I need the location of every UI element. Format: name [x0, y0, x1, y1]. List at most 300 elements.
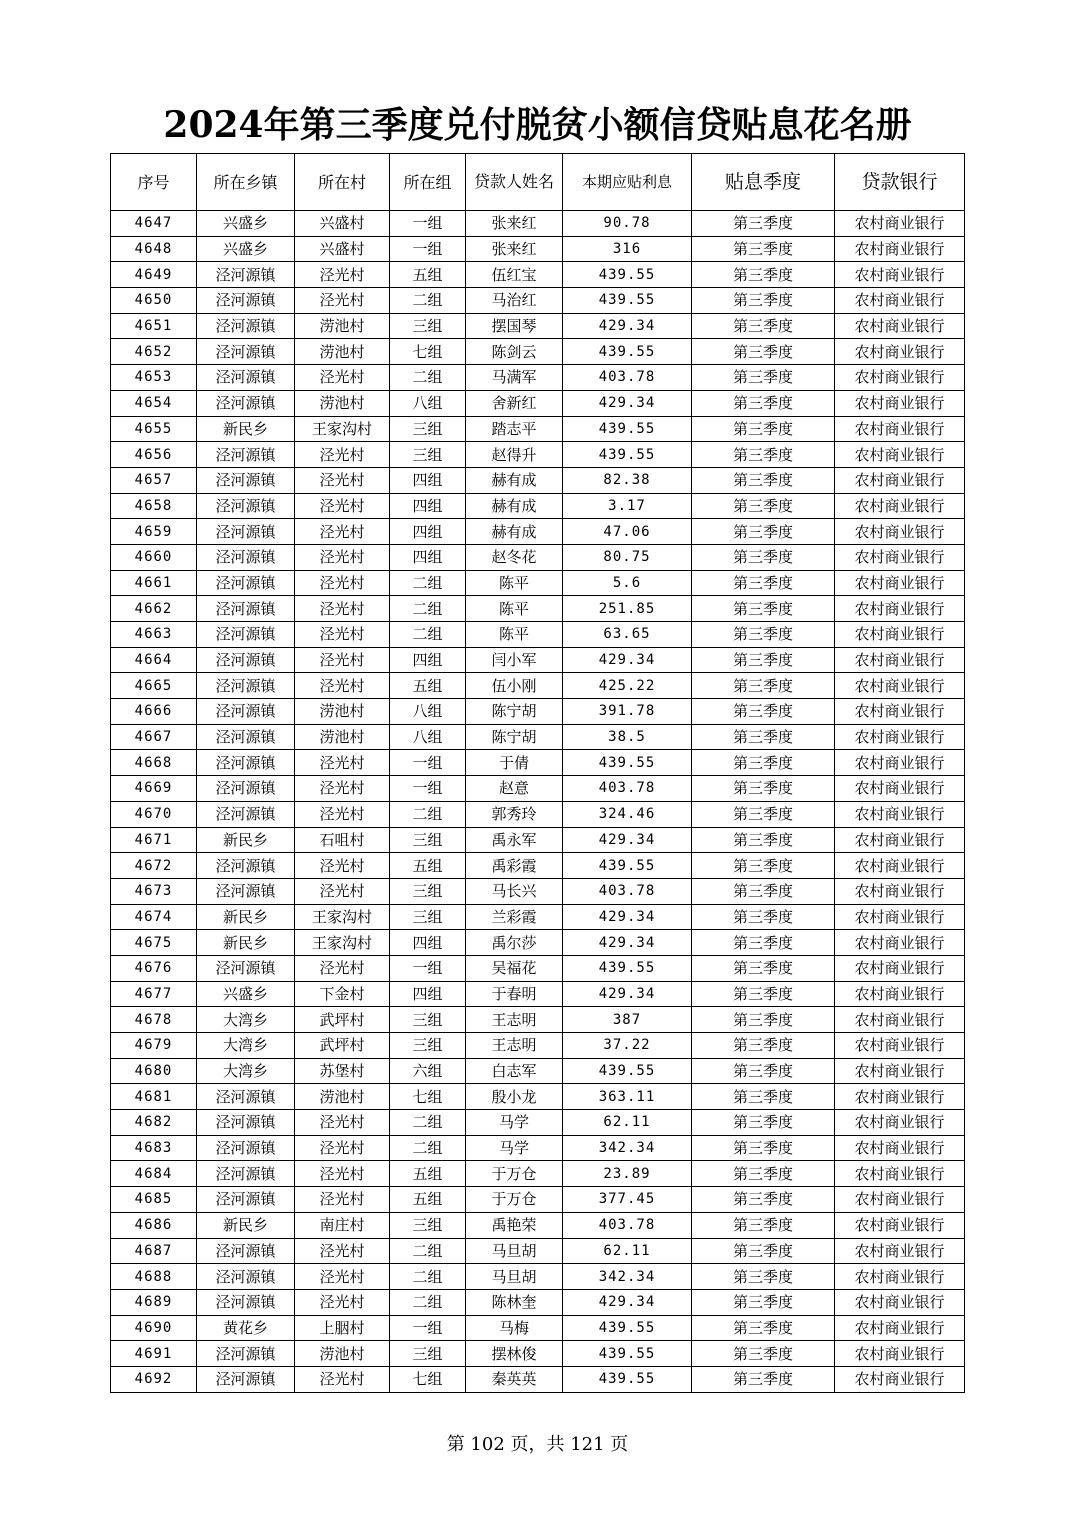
interest-cell: 342.34 — [563, 1264, 692, 1290]
table-row — [111, 930, 965, 956]
quarter-cell: 第三季度 — [692, 904, 835, 930]
name-cell: 于万仓 — [466, 1161, 563, 1187]
village-cell: 泾光村 — [295, 544, 390, 570]
table-row — [111, 981, 965, 1007]
index-cell: 4662 — [111, 596, 197, 622]
township-cell: 新民乡 — [197, 904, 295, 930]
township-cell: 泾河源镇 — [197, 647, 295, 673]
bank-cell: 农村商业银行 — [835, 853, 965, 879]
table-row — [111, 647, 965, 673]
interest-cell: 403.78 — [563, 365, 692, 391]
index-cell: 4689 — [111, 1289, 197, 1315]
township-cell: 泾河源镇 — [197, 1341, 295, 1367]
interest-cell: 439.55 — [563, 955, 692, 981]
table-row — [111, 1135, 965, 1161]
group-cell: 二组 — [390, 622, 466, 648]
village-cell: 武坪村 — [295, 1033, 390, 1059]
village-cell: 泾光村 — [295, 262, 390, 288]
index-cell: 4657 — [111, 467, 197, 493]
index-cell: 4656 — [111, 442, 197, 468]
table-row — [111, 673, 965, 699]
table-row — [111, 1084, 965, 1110]
quarter-cell: 第三季度 — [692, 416, 835, 442]
group-cell: 二组 — [390, 365, 466, 391]
township-cell: 泾河源镇 — [197, 724, 295, 750]
table-row — [111, 1007, 965, 1033]
village-cell: 泾光村 — [295, 801, 390, 827]
interest-cell: 38.5 — [563, 724, 692, 750]
group-cell: 四组 — [390, 930, 466, 956]
township-cell: 泾河源镇 — [197, 442, 295, 468]
quarter-cell: 第三季度 — [692, 1161, 835, 1187]
index-cell: 4668 — [111, 750, 197, 776]
name-cell: 赫有成 — [466, 519, 563, 545]
quarter-cell: 第三季度 — [692, 1366, 835, 1392]
index-cell: 4654 — [111, 390, 197, 416]
quarter-cell: 第三季度 — [692, 1110, 835, 1136]
group-cell: 三组 — [390, 313, 466, 339]
index-cell: 4672 — [111, 853, 197, 879]
table-row — [111, 262, 965, 288]
name-cell: 秦英英 — [466, 1366, 563, 1392]
group-cell: 一组 — [390, 955, 466, 981]
name-cell: 陈平 — [466, 570, 563, 596]
index-cell: 4669 — [111, 776, 197, 802]
township-cell: 泾河源镇 — [197, 365, 295, 391]
bank-cell: 农村商业银行 — [835, 288, 965, 314]
group-cell: 一组 — [390, 1315, 466, 1341]
name-cell: 赵冬花 — [466, 544, 563, 570]
table-row — [111, 211, 965, 237]
header-index: 序号 — [111, 154, 197, 211]
bank-cell: 农村商业银行 — [835, 801, 965, 827]
bank-cell: 农村商业银行 — [835, 776, 965, 802]
village-cell: 王家沟村 — [295, 416, 390, 442]
index-cell: 4677 — [111, 981, 197, 1007]
name-cell: 禹艳荣 — [466, 1212, 563, 1238]
quarter-cell: 第三季度 — [692, 930, 835, 956]
group-cell: 一组 — [390, 776, 466, 802]
table-row — [111, 801, 965, 827]
interest-cell: 403.78 — [563, 776, 692, 802]
township-cell: 泾河源镇 — [197, 390, 295, 416]
village-cell: 泾光村 — [295, 853, 390, 879]
bank-cell: 农村商业银行 — [835, 339, 965, 365]
interest-cell: 377.45 — [563, 1187, 692, 1213]
name-cell: 兰彩霞 — [466, 904, 563, 930]
township-cell: 泾河源镇 — [197, 339, 295, 365]
quarter-cell: 第三季度 — [692, 570, 835, 596]
quarter-cell: 第三季度 — [692, 313, 835, 339]
interest-cell: 429.34 — [563, 390, 692, 416]
bank-cell: 农村商业银行 — [835, 236, 965, 262]
bank-cell: 农村商业银行 — [835, 1033, 965, 1059]
bank-cell: 农村商业银行 — [835, 1058, 965, 1084]
village-cell: 上胭村 — [295, 1315, 390, 1341]
village-cell: 武坪村 — [295, 1007, 390, 1033]
interest-cell: 429.34 — [563, 981, 692, 1007]
table-row — [111, 570, 965, 596]
name-cell: 吴福花 — [466, 955, 563, 981]
table-row — [111, 750, 965, 776]
group-cell: 四组 — [390, 519, 466, 545]
group-cell: 八组 — [390, 699, 466, 725]
interest-cell: 429.34 — [563, 1289, 692, 1315]
interest-cell: 63.65 — [563, 622, 692, 648]
name-cell: 陈剑云 — [466, 339, 563, 365]
quarter-cell: 第三季度 — [692, 622, 835, 648]
township-cell: 兴盛乡 — [197, 211, 295, 237]
interest-cell: 324.46 — [563, 801, 692, 827]
village-cell: 泾光村 — [295, 750, 390, 776]
interest-cell: 439.55 — [563, 853, 692, 879]
village-cell: 王家沟村 — [295, 904, 390, 930]
village-cell: 泾光村 — [295, 519, 390, 545]
quarter-cell: 第三季度 — [692, 1007, 835, 1033]
name-cell: 马旦胡 — [466, 1264, 563, 1290]
index-cell: 4655 — [111, 416, 197, 442]
township-cell: 新民乡 — [197, 930, 295, 956]
bank-cell: 农村商业银行 — [835, 1366, 965, 1392]
quarter-cell: 第三季度 — [692, 544, 835, 570]
village-cell: 下金村 — [295, 981, 390, 1007]
index-cell: 4690 — [111, 1315, 197, 1341]
quarter-cell: 第三季度 — [692, 673, 835, 699]
bank-cell: 农村商业银行 — [835, 622, 965, 648]
quarter-cell: 第三季度 — [692, 442, 835, 468]
village-cell: 涝池村 — [295, 1341, 390, 1367]
group-cell: 一组 — [390, 236, 466, 262]
index-cell: 4683 — [111, 1135, 197, 1161]
bank-cell: 农村商业银行 — [835, 930, 965, 956]
village-cell: 泾光村 — [295, 596, 390, 622]
index-cell: 4685 — [111, 1187, 197, 1213]
quarter-cell: 第三季度 — [692, 1033, 835, 1059]
interest-cell: 62.11 — [563, 1110, 692, 1136]
interest-cell: 429.34 — [563, 313, 692, 339]
quarter-cell: 第三季度 — [692, 365, 835, 391]
township-cell: 新民乡 — [197, 1212, 295, 1238]
group-cell: 三组 — [390, 827, 466, 853]
name-cell: 王志明 — [466, 1007, 563, 1033]
township-cell: 泾河源镇 — [197, 467, 295, 493]
village-cell: 泾光村 — [295, 1238, 390, 1264]
interest-cell: 316 — [563, 236, 692, 262]
quarter-cell: 第三季度 — [692, 493, 835, 519]
index-cell: 4675 — [111, 930, 197, 956]
group-cell: 七组 — [390, 339, 466, 365]
name-cell: 马满军 — [466, 365, 563, 391]
index-cell: 4671 — [111, 827, 197, 853]
bank-cell: 农村商业银行 — [835, 467, 965, 493]
group-cell: 五组 — [390, 1161, 466, 1187]
quarter-cell: 第三季度 — [692, 1187, 835, 1213]
name-cell: 陈平 — [466, 622, 563, 648]
group-cell: 三组 — [390, 1033, 466, 1059]
township-cell: 泾河源镇 — [197, 1161, 295, 1187]
township-cell: 泾河源镇 — [197, 1084, 295, 1110]
table-row — [111, 955, 965, 981]
township-cell: 泾河源镇 — [197, 955, 295, 981]
bank-cell: 农村商业银行 — [835, 1238, 965, 1264]
quarter-cell: 第三季度 — [692, 288, 835, 314]
table-row — [111, 519, 965, 545]
table-row — [111, 878, 965, 904]
group-cell: 二组 — [390, 596, 466, 622]
quarter-cell: 第三季度 — [692, 390, 835, 416]
village-cell: 涝池村 — [295, 1084, 390, 1110]
interest-cell: 439.55 — [563, 416, 692, 442]
township-cell: 泾河源镇 — [197, 262, 295, 288]
index-cell: 4691 — [111, 1341, 197, 1367]
name-cell: 于万仓 — [466, 1187, 563, 1213]
name-cell: 赵意 — [466, 776, 563, 802]
group-cell: 二组 — [390, 801, 466, 827]
table-row — [111, 699, 965, 725]
bank-cell: 农村商业银行 — [835, 313, 965, 339]
quarter-cell: 第三季度 — [692, 596, 835, 622]
bank-cell: 农村商业银行 — [835, 1110, 965, 1136]
interest-cell: 80.75 — [563, 544, 692, 570]
interest-cell: 403.78 — [563, 1212, 692, 1238]
village-cell: 泾光村 — [295, 442, 390, 468]
table-row — [111, 416, 965, 442]
name-cell: 禹彩霞 — [466, 853, 563, 879]
village-cell: 泾光村 — [295, 1366, 390, 1392]
bank-cell: 农村商业银行 — [835, 493, 965, 519]
index-cell: 4674 — [111, 904, 197, 930]
bank-cell: 农村商业银行 — [835, 827, 965, 853]
name-cell: 马学 — [466, 1135, 563, 1161]
table-row — [111, 1161, 965, 1187]
header-group: 所在组 — [390, 154, 466, 211]
group-cell: 二组 — [390, 1289, 466, 1315]
index-cell: 4676 — [111, 955, 197, 981]
interest-cell: 429.34 — [563, 647, 692, 673]
name-cell: 白志军 — [466, 1058, 563, 1084]
bank-cell: 农村商业银行 — [835, 673, 965, 699]
group-cell: 二组 — [390, 1110, 466, 1136]
header-township: 所在乡镇 — [197, 154, 295, 211]
quarter-cell: 第三季度 — [692, 1084, 835, 1110]
bank-cell: 农村商业银行 — [835, 416, 965, 442]
township-cell: 泾河源镇 — [197, 288, 295, 314]
group-cell: 二组 — [390, 1135, 466, 1161]
township-cell: 泾河源镇 — [197, 570, 295, 596]
bank-cell: 农村商业银行 — [835, 981, 965, 1007]
table-row — [111, 1033, 965, 1059]
table-row — [111, 1264, 965, 1290]
name-cell: 赫有成 — [466, 467, 563, 493]
village-cell: 兴盛村 — [295, 236, 390, 262]
table-row — [111, 390, 965, 416]
interest-cell: 429.34 — [563, 827, 692, 853]
name-cell: 赵得升 — [466, 442, 563, 468]
index-cell: 4647 — [111, 211, 197, 237]
table-row — [111, 904, 965, 930]
village-cell: 泾光村 — [295, 1264, 390, 1290]
table-row — [111, 724, 965, 750]
group-cell: 六组 — [390, 1058, 466, 1084]
table-row — [111, 776, 965, 802]
header-quarter: 贴息季度 — [692, 154, 835, 211]
village-cell: 泾光村 — [295, 288, 390, 314]
township-cell: 泾河源镇 — [197, 519, 295, 545]
group-cell: 三组 — [390, 904, 466, 930]
name-cell: 禹尔莎 — [466, 930, 563, 956]
table-row — [111, 313, 965, 339]
index-cell: 4688 — [111, 1264, 197, 1290]
group-cell: 三组 — [390, 878, 466, 904]
township-cell: 泾河源镇 — [197, 853, 295, 879]
bank-cell: 农村商业银行 — [835, 750, 965, 776]
index-cell: 4673 — [111, 878, 197, 904]
name-cell: 马旦胡 — [466, 1238, 563, 1264]
name-cell: 张来红 — [466, 236, 563, 262]
bank-cell: 农村商业银行 — [835, 724, 965, 750]
quarter-cell: 第三季度 — [692, 647, 835, 673]
village-cell: 泾光村 — [295, 1187, 390, 1213]
interest-cell: 90.78 — [563, 211, 692, 237]
group-cell: 七组 — [390, 1366, 466, 1392]
name-cell: 舍新红 — [466, 390, 563, 416]
group-cell: 三组 — [390, 442, 466, 468]
quarter-cell: 第三季度 — [692, 1315, 835, 1341]
bank-cell: 农村商业银行 — [835, 1289, 965, 1315]
group-cell: 四组 — [390, 981, 466, 1007]
quarter-cell: 第三季度 — [692, 1058, 835, 1084]
township-cell: 泾河源镇 — [197, 622, 295, 648]
interest-cell: 37.22 — [563, 1033, 692, 1059]
table-row — [111, 544, 965, 570]
group-cell: 一组 — [390, 211, 466, 237]
group-cell: 五组 — [390, 673, 466, 699]
quarter-cell: 第三季度 — [692, 699, 835, 725]
village-cell: 泾光村 — [295, 673, 390, 699]
name-cell: 于倩 — [466, 750, 563, 776]
interest-cell: 251.85 — [563, 596, 692, 622]
bank-cell: 农村商业银行 — [835, 211, 965, 237]
index-cell: 4652 — [111, 339, 197, 365]
interest-cell: 62.11 — [563, 1238, 692, 1264]
index-cell: 4678 — [111, 1007, 197, 1033]
bank-cell: 农村商业银行 — [835, 442, 965, 468]
table-row — [111, 827, 965, 853]
group-cell: 四组 — [390, 544, 466, 570]
header-village: 所在村 — [295, 154, 390, 211]
bank-cell: 农村商业银行 — [835, 1341, 965, 1367]
township-cell: 大湾乡 — [197, 1007, 295, 1033]
table-row — [111, 1341, 965, 1367]
name-cell: 马梅 — [466, 1315, 563, 1341]
bank-cell: 农村商业银行 — [835, 596, 965, 622]
index-cell: 4648 — [111, 236, 197, 262]
bank-cell: 农村商业银行 — [835, 878, 965, 904]
interest-cell: 47.06 — [563, 519, 692, 545]
quarter-cell: 第三季度 — [692, 519, 835, 545]
village-cell: 泾光村 — [295, 493, 390, 519]
village-cell: 涝池村 — [295, 699, 390, 725]
index-cell: 4667 — [111, 724, 197, 750]
quarter-cell: 第三季度 — [692, 1238, 835, 1264]
index-cell: 4680 — [111, 1058, 197, 1084]
village-cell: 泾光村 — [295, 570, 390, 596]
township-cell: 大湾乡 — [197, 1058, 295, 1084]
name-cell: 殷小龙 — [466, 1084, 563, 1110]
name-cell: 马长兴 — [466, 878, 563, 904]
interest-cell: 439.55 — [563, 750, 692, 776]
bank-cell: 农村商业银行 — [835, 1007, 965, 1033]
table-row — [111, 1212, 965, 1238]
table-row — [111, 365, 965, 391]
name-cell: 张来红 — [466, 211, 563, 237]
interest-cell: 439.55 — [563, 1058, 692, 1084]
bank-cell: 农村商业银行 — [835, 955, 965, 981]
table-body — [111, 211, 965, 1393]
bank-cell: 农村商业银行 — [835, 570, 965, 596]
township-cell: 泾河源镇 — [197, 1238, 295, 1264]
bank-cell: 农村商业银行 — [835, 1315, 965, 1341]
bank-cell: 农村商业银行 — [835, 904, 965, 930]
table-row — [111, 1187, 965, 1213]
township-cell: 泾河源镇 — [197, 544, 295, 570]
quarter-cell: 第三季度 — [692, 1289, 835, 1315]
index-cell: 4660 — [111, 544, 197, 570]
index-cell: 4663 — [111, 622, 197, 648]
name-cell: 马学 — [466, 1110, 563, 1136]
quarter-cell: 第三季度 — [692, 981, 835, 1007]
group-cell: 四组 — [390, 493, 466, 519]
index-cell: 4686 — [111, 1212, 197, 1238]
village-cell: 泾光村 — [295, 955, 390, 981]
name-cell: 陈宁胡 — [466, 724, 563, 750]
township-cell: 泾河源镇 — [197, 1135, 295, 1161]
table-row — [111, 1366, 965, 1392]
village-cell: 涝池村 — [295, 724, 390, 750]
interest-cell: 429.34 — [563, 904, 692, 930]
bank-cell: 农村商业银行 — [835, 262, 965, 288]
village-cell: 王家沟村 — [295, 930, 390, 956]
township-cell: 泾河源镇 — [197, 1366, 295, 1392]
village-cell: 泾光村 — [295, 776, 390, 802]
name-cell: 赫有成 — [466, 493, 563, 519]
quarter-cell: 第三季度 — [692, 827, 835, 853]
index-cell: 4659 — [111, 519, 197, 545]
table-row — [111, 1110, 965, 1136]
quarter-cell: 第三季度 — [692, 211, 835, 237]
group-cell: 五组 — [390, 262, 466, 288]
header-bank: 贷款银行 — [835, 154, 965, 211]
index-cell: 4661 — [111, 570, 197, 596]
header-interest-amount: 本期应贴利息 — [563, 154, 692, 211]
bank-cell: 农村商业银行 — [835, 699, 965, 725]
interest-cell: 23.89 — [563, 1161, 692, 1187]
index-cell: 4692 — [111, 1366, 197, 1392]
bank-cell: 农村商业银行 — [835, 365, 965, 391]
village-cell: 兴盛村 — [295, 211, 390, 237]
name-cell: 伍红宝 — [466, 262, 563, 288]
interest-cell: 387 — [563, 1007, 692, 1033]
bank-cell: 农村商业银行 — [835, 1187, 965, 1213]
village-cell: 泾光村 — [295, 1161, 390, 1187]
quarter-cell: 第三季度 — [692, 955, 835, 981]
interest-cell: 82.38 — [563, 467, 692, 493]
interest-cell: 439.55 — [563, 339, 692, 365]
table-row — [111, 467, 965, 493]
table-row — [111, 1315, 965, 1341]
table-row — [111, 339, 965, 365]
village-cell: 泾光村 — [295, 1135, 390, 1161]
